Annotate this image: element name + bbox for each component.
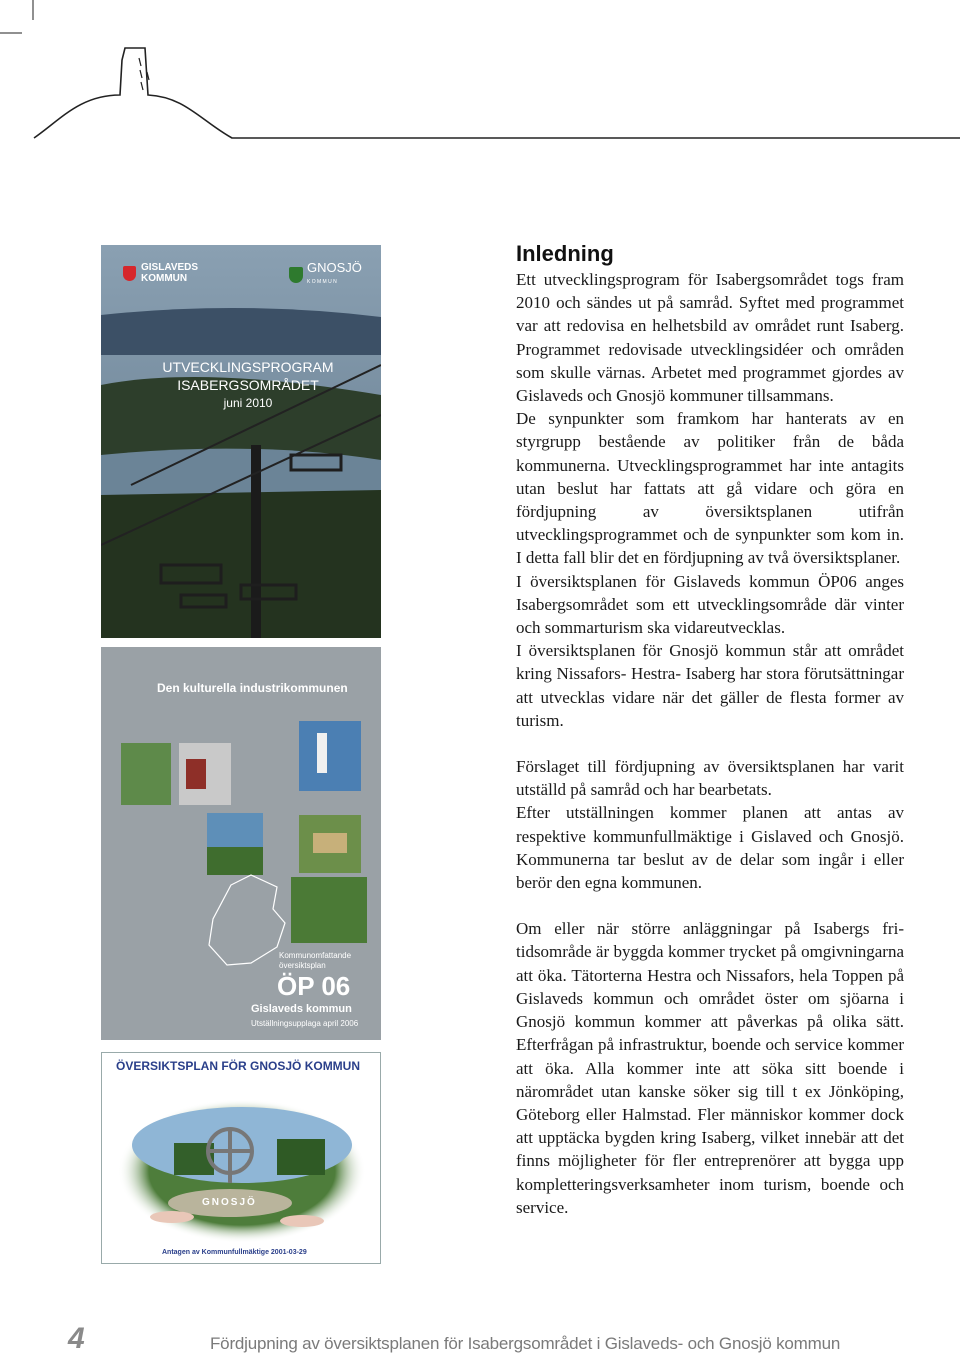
gnosjo-logo-sub: K O M M U N: [307, 279, 337, 285]
cover-gnosjo-oversiktsplan: [101, 1052, 381, 1264]
cover2-map-caption: [279, 951, 351, 971]
cover2-edition: Utställningsupplaga april 2006: [251, 1019, 359, 1028]
cover1-title-line1: UTVECKLINGSPROGRAM: [162, 359, 334, 375]
main-text-column: [516, 240, 904, 1219]
cover2-map-caption-line1: Kommunomfattande: [279, 951, 352, 960]
cover2-tagline: Den kulturella industrikommunen: [157, 681, 348, 695]
gislaveds-logo-line2: KOMMUN: [141, 273, 188, 284]
gislaveds-logo: [123, 262, 198, 284]
paragraph-gnosjo-plan: I översiktsplanen för Gnosjö kommun står att området kring Nissafors- Hestra- Isaberg har stora förutsättningar att utvecklas vidare när det gäller de flesta former av turism.: [516, 641, 904, 730]
cover2-title: ÖP 06: [277, 971, 351, 1001]
crest-icon: [289, 267, 303, 283]
paragraph-op06: I översiktsplanen för Gislaveds kommun ÖP06 anges Isabergsområdet som ett utvecklingsområde där vinter och sommarturism ska vidareutvecklas.: [516, 571, 904, 638]
paragraph-synpunkter: De synpunkter som framkom har hanterats av en styrgrupp bestående av politiker från de båda kommunerna. Utvecklingsprogrammet har inte antagits utan beslut har fattats att gå vidare och göra en fördjupning av översiktsplanen utifrån utvecklingsprogrammet och de synpunkter som kom in. I detta fall blir det en fördjupning av två översiktsplaner.: [516, 409, 904, 568]
cover1-title: [153, 358, 343, 412]
chairlift-landscape-image: [101, 245, 381, 638]
header-tower-outline: [0, 0, 960, 150]
footer-title: Fördjupning av översiktsplanen för Isabergsområdet i Gislaveds- och Gnosjö kommun: [210, 1334, 841, 1353]
cover2-map-caption-line2: översiktsplan: [279, 961, 326, 970]
paragraph-utstallningen: Efter utställningen kommer planen att antas av respektive kommunfullmäktige i Gislaved och Gnosjö. Kommunerna tar beslut av de delar som ingår i eller berör den egna kommunen.: [516, 803, 904, 893]
paragraph-forslaget: Förslaget till fördjupning av översiktsplanen har varit utställd på samråd och har bearbetats.: [516, 757, 904, 800]
section-heading: Inledning: [516, 241, 614, 266]
cover-op06: [101, 647, 381, 1040]
gnosjo-monument-image: [102, 1053, 381, 1264]
page-number: 4: [68, 1322, 85, 1355]
paragraph-intro: Ett utvecklingsprogram för Isabergsområdet togs fram 2010 och sändes ut på samråd. Syftet med programmet var att redovisa en helhetsbild av området runt Isaberg. Programmet redovisade utvecklingsidéer och områden som skulle värnas. Arbetet med programmet gjordes av Gislaveds och Gnosjö kommuner tillsammans.: [516, 270, 904, 406]
cover3-title: ÖVERSIKTSPLAN FÖR GNOSJÖ KOMMUN: [116, 1059, 361, 1073]
shield-icon: [123, 266, 136, 281]
cover1-title-line2: ISABERGSOMRÅDET: [177, 377, 319, 393]
cover3-footer: Antagen av Kommunfullmäktige 2001-03-29: [162, 1249, 307, 1256]
gislaveds-logo-line1: GISLAVEDS: [141, 262, 199, 273]
paragraph-anlaggningar: Om eller när större anläggningar på Isabergs fritidsområde är byggda kommer trycket på omgivningarna att öka. Tätorterna Hestra och Nissafors, hela Toppen på Gislaveds kommun och området öster om sjöarna i Gnosjö kommun kommer att påverkas på olika sätt. Efterfrågan på infrastruktur, boende och service kommer att öka. Alla kommer inte att söka sitt boende i närområdet utan kanske söker sig till t ex Jönköping, Göteborg eller Halmstad. Fler människor kommer dock att upptäcka bygden kring Isaberg, vilket innebär att det finns möjligheter för fler entreprenörer att bygga upp kompletteringsverksamheter inom turism, boende och service.: [516, 919, 904, 1217]
gnosjo-logo-name: GNOSJÖ: [307, 260, 362, 275]
cover2-subtitle: Gislaveds kommun: [251, 1003, 352, 1015]
cover1-title-line3: juni 2010: [223, 396, 273, 410]
cover3-flowerbed-text: GNOSJÖ: [202, 1197, 257, 1208]
gnosjo-logo: [289, 262, 362, 288]
cover-utvecklingsprogram: [101, 245, 381, 638]
